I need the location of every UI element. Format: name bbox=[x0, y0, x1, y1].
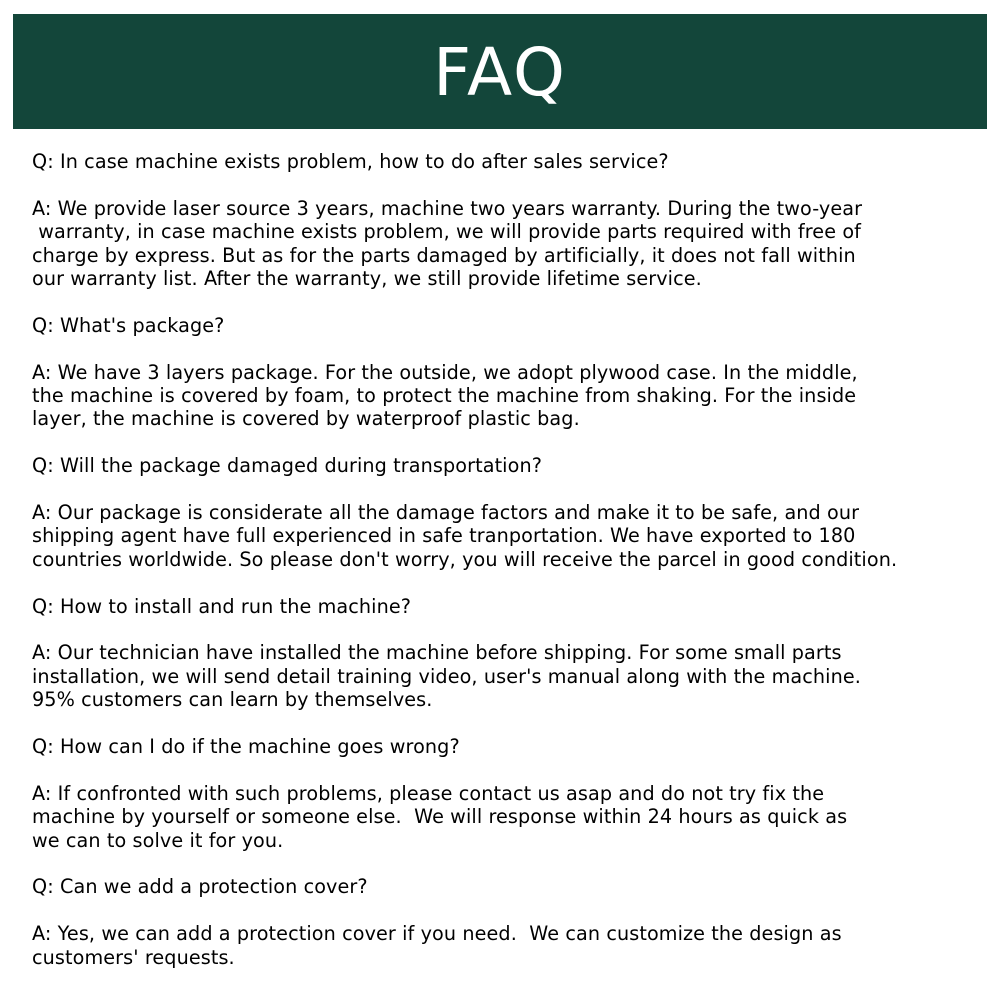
faq-item bbox=[32, 875, 992, 969]
page-title: FAQ bbox=[433, 33, 567, 111]
faq-item bbox=[32, 735, 992, 852]
faq-item bbox=[32, 314, 992, 431]
faq-question: Q: How to install and run the machine? bbox=[32, 594, 412, 618]
faq-answer: A: If confronted with such problems, please contact us asap and do not try fix the machine by yourself or someone else. We will response within 24 hours as quick as we can to solve it for you. bbox=[32, 781, 848, 852]
faq-question: Q: In case machine exists problem, how to do after sales service? bbox=[32, 150, 669, 173]
faq-answer: A: Our technician have installed the machine before shipping. For some small parts installation, we will send detail training video, user's manual along with the machine. 95% customers can learn by themselves. bbox=[32, 641, 861, 712]
faq-header-banner bbox=[13, 14, 987, 129]
faq-question: Q: What's package? bbox=[32, 313, 225, 337]
faq-item bbox=[32, 454, 992, 571]
faq-list bbox=[32, 150, 992, 992]
faq-item bbox=[32, 150, 992, 290]
faq-answer: A: We have 3 layers package. For the outside, we adopt plywood case. In the middle, the machine is covered by foam, to protect the machine from shaking. For the inside layer, the machine is covered by waterproof plastic bag. bbox=[32, 360, 858, 431]
faq-question: Q: Will the package damaged during transportation? bbox=[32, 454, 543, 478]
faq-question: Q: Can we add a protection cover? bbox=[32, 875, 368, 899]
faq-answer: A: Our package is considerate all the damage factors and make it to be safe, and our shipping agent have full experienced in safe tranportation. We have exported to 180 countries worldwide. So please don't worry, you will receive the parcel in good condition. bbox=[32, 501, 898, 571]
faq-question: Q: How can I do if the machine goes wrong? bbox=[32, 735, 460, 759]
faq-answer: A: Yes, we can add a protection cover if you need. We can customize the design as customers' requests. bbox=[32, 922, 842, 969]
faq-item bbox=[32, 595, 992, 712]
faq-answer: A: We provide laser source 3 years, machine two years warranty. During the two-year warranty, in case machine exists problem, we will provide parts required with free of charge by express. But as for the parts damaged by artificially, it does not fall within our warranty list. After the warranty, we still provide lifetime service. bbox=[32, 196, 863, 291]
